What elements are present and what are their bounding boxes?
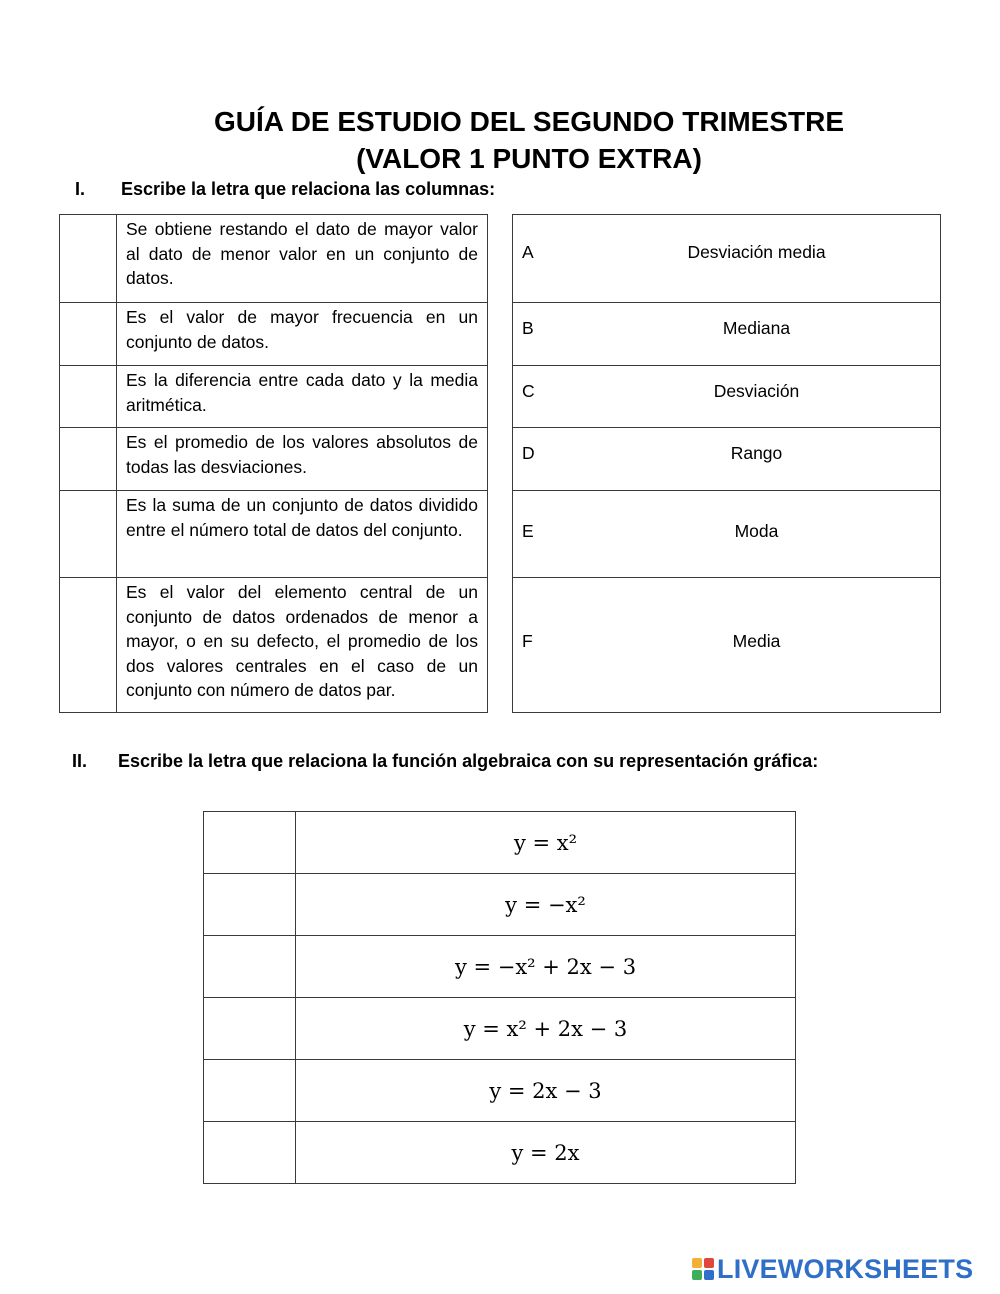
table-row	[60, 578, 488, 713]
answer-cell[interactable]	[204, 998, 296, 1060]
term-letter: D	[522, 443, 535, 463]
section-number: II.	[72, 751, 88, 771]
logo-tile	[692, 1270, 702, 1280]
table-row	[204, 998, 796, 1060]
answer-cell[interactable]	[204, 936, 296, 998]
definition-text: Es la suma de un conjunto de datos dividido entre el número total de datos del conjunto.	[117, 491, 488, 578]
definition-text: Es el valor del elemento central de un conjunto de datos ordenados de menor a mayor, o en su defecto, el promedio de los dos valores centrales en el caso de un conjunto con número de datos par.	[117, 578, 488, 713]
logo-tile	[692, 1258, 702, 1268]
liveworksheets-logo	[692, 1254, 990, 1284]
answer-cell[interactable]	[60, 428, 117, 491]
answer-cell[interactable]	[204, 1122, 296, 1184]
table-row	[60, 491, 488, 578]
function-expression: y = −x²	[296, 874, 796, 936]
function-expression: y = x²	[296, 812, 796, 874]
table-row	[513, 578, 941, 713]
table-row	[204, 812, 796, 874]
function-expression: y = 2x − 3	[296, 1060, 796, 1122]
function-expression: y = 2x	[296, 1122, 796, 1184]
logo-wordmark: LIVEWORKSHEETS	[717, 1254, 974, 1284]
section-number: I.	[75, 179, 86, 199]
term-cell	[513, 303, 941, 366]
answer-cell[interactable]	[204, 812, 296, 874]
table-row	[204, 936, 796, 998]
definition-text: Es el promedio de los valores absolutos de todas las desviaciones.	[117, 428, 488, 491]
term-name: Rango	[730, 443, 783, 463]
term-name: Desviación media	[687, 241, 826, 262]
section-instruction: Escribe la letra que relaciona la función algebraica con su representación gráfica:	[118, 751, 819, 771]
page-subtitle: (VALOR 1 PUNTO EXTRA)	[356, 143, 702, 174]
table-row	[513, 215, 941, 303]
answer-cell[interactable]	[204, 1060, 296, 1122]
term-name: Desviación	[713, 380, 800, 401]
answer-cell[interactable]	[60, 366, 117, 428]
definition-text: Es la diferencia entre cada dato y la media aritmética.	[117, 366, 488, 428]
table-row	[204, 874, 796, 936]
logo-tile	[704, 1270, 714, 1280]
term-letter: B	[522, 318, 534, 338]
answer-cell[interactable]	[60, 215, 117, 303]
term-cell	[513, 366, 941, 428]
term-name: Mediana	[722, 318, 791, 338]
section-instruction: Escribe la letra que relaciona las columnas:	[121, 179, 496, 199]
table-row	[60, 303, 488, 366]
term-name: Media	[732, 631, 781, 651]
answer-cell[interactable]	[60, 578, 117, 713]
table-row	[513, 303, 941, 366]
table-row	[60, 428, 488, 491]
definition-text: Es el valor de mayor frecuencia en un conjunto de datos.	[117, 303, 488, 366]
function-expression: y = −x² + 2x − 3	[296, 936, 796, 998]
table-row	[204, 1060, 796, 1122]
answer-cell[interactable]	[60, 491, 117, 578]
term-cell	[513, 578, 941, 713]
table-row	[513, 366, 941, 428]
logo-tile	[704, 1258, 714, 1268]
term-letter: C	[522, 380, 535, 401]
page-title: GUÍA DE ESTUDIO DEL SEGUNDO TRIMESTRE	[213, 106, 845, 137]
functions-table	[203, 811, 796, 1184]
definitions-table	[59, 214, 488, 713]
terms-table	[512, 214, 941, 713]
definition-text: Se obtiene restando el dato de mayor valor al dato de menor valor en un conjunto de datos.	[117, 215, 488, 303]
logo-mark-icon	[692, 1258, 714, 1280]
term-cell	[513, 491, 941, 578]
table-row	[513, 491, 941, 578]
answer-cell[interactable]	[204, 874, 296, 936]
term-name: Moda	[734, 521, 779, 541]
term-letter: F	[522, 631, 533, 651]
table-row	[513, 428, 941, 491]
term-letter: A	[522, 241, 534, 262]
answer-cell[interactable]	[60, 303, 117, 366]
function-expression: y = x² + 2x − 3	[296, 998, 796, 1060]
term-cell	[513, 215, 941, 303]
term-cell	[513, 428, 941, 491]
table-row	[60, 215, 488, 303]
table-row	[204, 1122, 796, 1184]
term-letter: E	[522, 521, 534, 541]
table-row	[60, 366, 488, 428]
